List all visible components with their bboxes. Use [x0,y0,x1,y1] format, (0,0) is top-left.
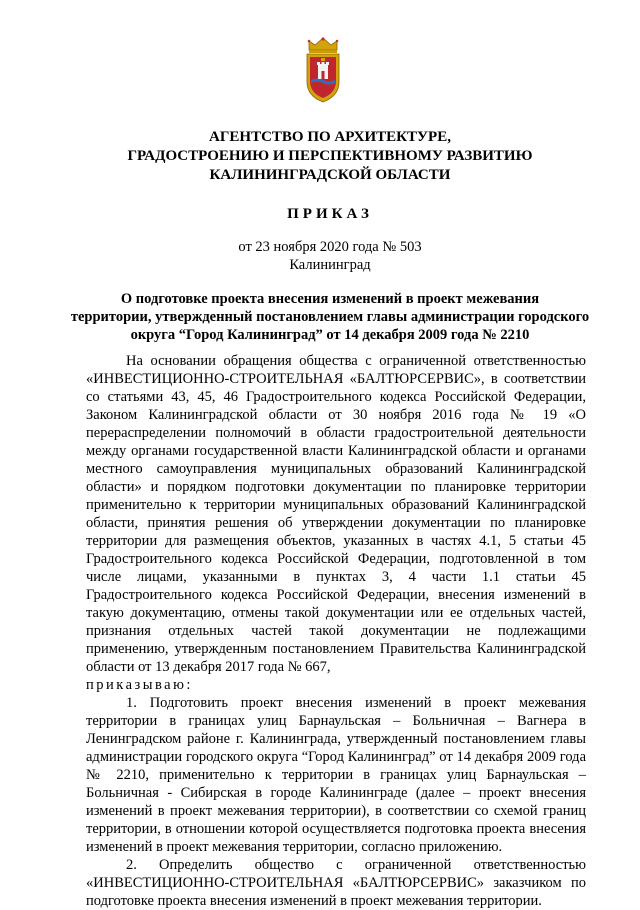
order-date-number: от 23 ноября 2020 года № 503 [238,239,422,255]
subject-line-3: округа “Город Калининград” от 14 декабря 2009 года № 2210 [130,327,530,343]
preamble-paragraph [86,352,586,694]
subject-line-2: территории, утвержденный постановлением главы администрации городского [70,309,590,325]
order-date-block [60,238,600,274]
agency-line-2: ГРАДОСТРОЕНИЮ И ПЕРСПЕКТИВНОМУ РАЗВИТИЮ [127,148,533,164]
order-city: Калининград [289,257,371,273]
order-subject [60,290,600,344]
kaliningrad-region-coat-of-arms-icon [304,36,342,104]
agency-line-1: АГЕНТСТВО ПО АРХИТЕКТУРЕ, [209,129,451,145]
document-type-title: ПРИКАЗ [287,206,373,222]
order-word: приказываю: [86,677,193,693]
item-2-paragraph: 2. Определить общество с ограниченной ответственностью «ИНВЕСТИЦИОННО-СТРОИТЕЛЬНАЯ «БАЛТЮРСЕРВИС» заказчиком по подготовке проекта внесения изменений в проект межевания территории. [86,857,586,909]
agency-name [60,128,600,185]
subject-line-1: О подготовке проекта внесения изменений в проект межевания [120,291,540,307]
agency-line-3: КАЛИНИНГРАДСКОЙ ОБЛАСТИ [209,167,451,183]
item-1-paragraph: 1. Подготовить проект внесения изменений в проект межевания территории в границах улиц Барнаульская – Больничная – Вагнера в Ленинградском районе г. Калининграда, утвержденный постановлением главы администрации городского округа “Город Калининград” от 14 декабря 2009 года № 2210, применительно к территории в границах улиц Барнаульская – Больничная - Сибирская в городе Калининграде (далее – проект внесения изменений в проект межевания территории), в соответствии со схемой границ территории, в отношении которой осуществляется подготовка проекта внесения изменений в проект межевания территории, согласно приложению. [86,695,586,855]
order-body [86,352,586,910]
preamble-text: На основании обращения общества с ограниченной ответственностью «ИНВЕСТИЦИОННО-СТРОИТЕЛЬНАЯ «БАЛТЮРСЕРВИС», в соответствии со статьями 43, 45, 46 Градостроительного кодекса Российской Федерации, Законом Калининградской области от 30 ноября 2016 года № 19 «О перераспределении полномочий в области градостроительной деятельности между органами государственной власти Калининградской области и органами местного самоуправления муниципальных образований Калининградской области» и порядком подготовки документации по планировке территории применительно к территории муниципальных образований Калининградской области, принятия решения об утверждении документации по планировке территории для размещения объектов, указанных в частях 4.1, 5 статьи 45 Градостроительного кодекса Российской Федерации, подготовленной в том числе лицами, указанными в пунктах 3, 4 части 1.1 статьи 45 Градостроительного кодекса Российской Федерации, внесения изменений в такую документацию, отмены такой документации или ее отдельных частей, признания отдельных частей такой документации не подлежащими применению, утвержденным постановлением Правительства Калининградской области от 13 декабря 2017 года № 667, [86,353,586,675]
